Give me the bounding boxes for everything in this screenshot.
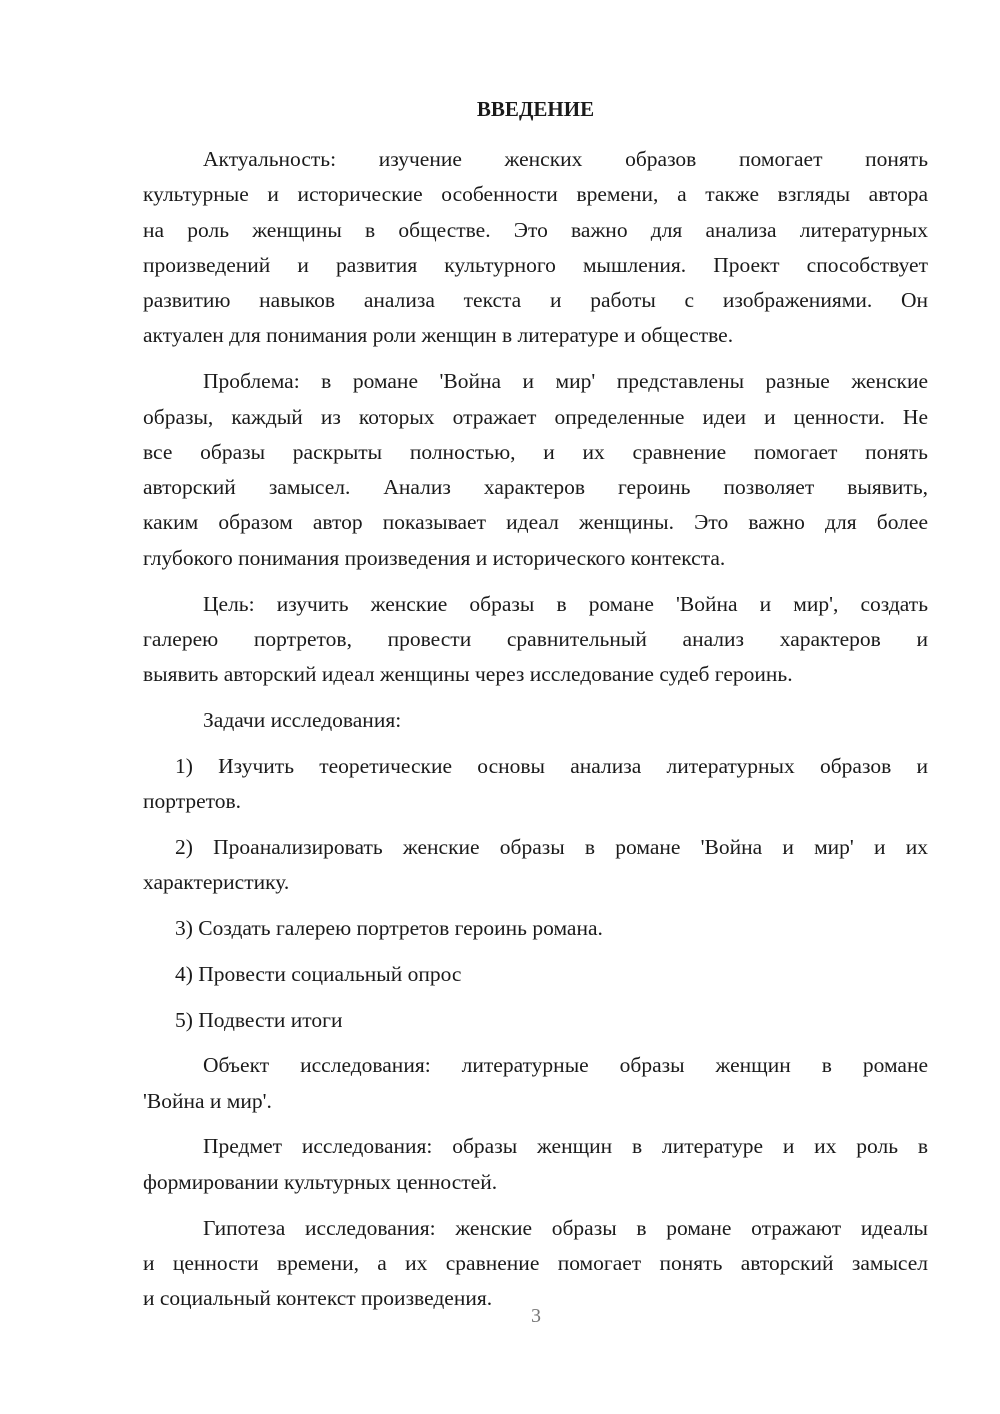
text-line: и социальный контекст произведения. [143,1286,493,1311]
text-line: глубокого понимания произведения и исторического контекста. [143,545,726,570]
text-line: характеристику. [143,870,290,895]
text-line: культурные и исторические особенности времени, а также взгляды автора [143,182,928,207]
text-line: произведений и развития культурного мышления. Проект способствует [143,252,928,277]
text-line: 5) Подвести итоги [175,1007,343,1032]
text-line: актуален для понимания роли женщин в литературе и обществе. [143,323,734,348]
text-line: Цель: изучить женские образы в романе 'Война и мир', создать [203,591,928,616]
text-line: на роль женщины в обществе. Это важно для анализа литературных [143,217,928,242]
subject-paragraph [143,1129,928,1200]
text-line: Задачи исследования: [203,707,402,732]
text-line: галерею портретов, провести сравнительный анализ характеров и [143,626,928,651]
text-line: Предмет исследования: образы женщин в литературе и их роль в [203,1134,928,1159]
text-line: Проблема: в романе 'Война и мир' представлены разные женские [203,369,928,394]
text-line: Объект исследования: литературные образы женщин в романе [203,1053,928,1078]
task-item-4 [143,957,928,992]
text-line: портретов. [143,789,242,814]
text-line: 4) Провести социальный опрос [175,961,462,986]
document-body [143,142,928,1316]
page-number: 3 [531,1305,541,1327]
text-line: формировании культурных ценностей. [143,1169,498,1194]
text-line: 2) Проанализировать женские образы в романе 'Война и мир' и их [175,834,928,859]
task-item-5 [143,1003,928,1038]
document-page [143,92,928,1327]
page-title: ВВЕДЕНИЕ [476,97,595,121]
text-line: все образы раскрыты полностью, и их сравнение помогает понять [143,439,928,464]
text-line: образы, каждый из которых отражает определенные идеи и ценности. Не [143,404,928,429]
problem-paragraph [143,364,928,576]
text-line: выявить авторский идеал женщины через исследование судеб героинь. [143,662,793,687]
object-paragraph [143,1048,928,1119]
relevance-paragraph [143,142,928,354]
text-line: Гипотеза исследования: женские образы в романе отражают идеалы [203,1215,928,1240]
text-line: 3) Создать галерею портретов героинь романа. [175,915,603,940]
text-line: 'Война и мир'. [143,1088,272,1113]
text-line: развитию навыков анализа текста и работы с изображениями. Он [143,288,928,313]
hypothesis-paragraph [143,1211,928,1317]
text-line: и ценности времени, а их сравнение помогает понять авторский замысел [143,1250,928,1275]
tasks-heading [143,703,928,738]
text-line: авторский замысел. Анализ характеров героинь позволяет выявить, [143,475,928,500]
task-item-2 [143,830,928,901]
text-line: каким образом автор показывает идеал женщины. Это важно для более [143,510,928,535]
goal-paragraph [143,587,928,693]
text-line: Актуальность: изучение женских образов помогает понять [203,147,928,171]
task-item-3 [143,911,928,946]
task-item-1 [143,749,928,820]
text-line: 1) Изучить теоретические основы анализа литературных образов и [175,753,928,778]
